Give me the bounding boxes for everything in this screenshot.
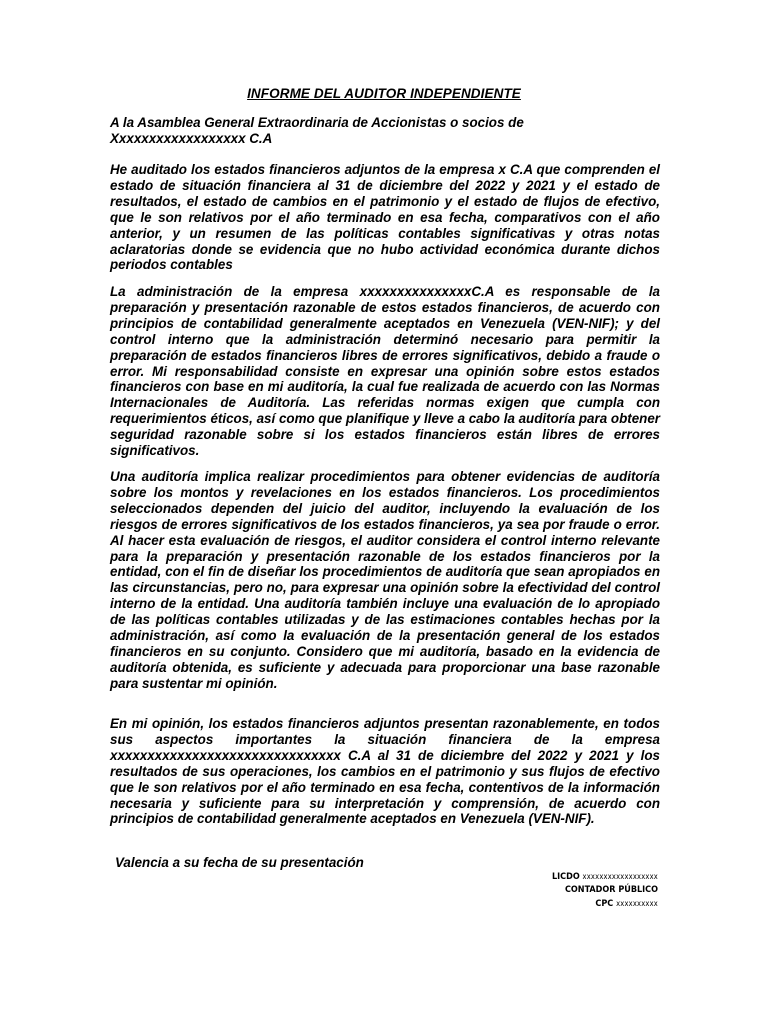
signature-cpc-row	[552, 897, 658, 911]
signature-cpc-prefix: CPC	[595, 899, 614, 909]
report-title: INFORME DEL AUDITOR INDEPENDIENTE	[247, 86, 521, 101]
paragraph-audit-procedures: Una auditoría implica realizar procedimientos para obtener evidencias de auditoría sobre los montos y revelaciones en los estados financieros. Los procedimientos seleccionados dependen del juicio del auditor, incluyendo la evaluación de los riesgos de errores significativos de los estados financieros, ya sea por fraude o error. Al hacer esta evaluación de riesgos, el auditor considera el control interno relevante para la preparación y presentación razonable de los estados financieros por la entidad, con el fin de diseñar los procedimientos de auditoría que sean apropiados en las circunstancias, pero no, para expresar una opinión sobre la efectividad del control interno de la entidad. Una auditoría también incluye una evaluación de lo apropiado de las políticas contables utilizadas y de las estimaciones contables hechas por la administración, así como la evaluación de la presentación general de los estados financieros en su conjunto. Considero que mi auditoría, basado en la evidencia de auditoría obtenida, es suficiente y adecuada para proporcionar una base razonable para sustentar mi opinión.	[110, 469, 660, 691]
paragraph-opinion: En mi opinión, los estados financieros adjuntos presentan razonablemente, en todos sus aspectos importantes la situación financiera de la empresa xxxxxxxxxxxxxxxxxxxxxxxxxxxxxxx C.A al 31 de diciembre del 2022 y 2021 y los resultados de sus operaciones, los cambios en el patrimonio y sus flujos de efectivo que le son relativos por el año terminado en esa fecha, contentivos de la información necesaria y suficiente para su interpretación y comprensión, de acuerdo con principios de contabilidad generalmente aceptados en Venezuela (VEN-NIF).	[110, 716, 660, 827]
addressee: A la Asamblea General Extraordinaria de Accionistas o socios de Xxxxxxxxxxxxxxxxxx C.A	[110, 115, 524, 146]
signature-name: xxxxxxxxxxxxxxxxxx	[582, 872, 658, 881]
closing-line: Valencia a su fecha de su presentación	[115, 855, 364, 870]
signature-name-prefix: LICDO	[552, 872, 580, 882]
signature-cpc: xxxxxxxxxx	[616, 899, 658, 908]
signature-name-row	[552, 870, 658, 884]
signature-role: CONTADOR PÚBLICO	[564, 885, 658, 895]
signature-block	[552, 870, 658, 911]
paragraph-responsibility: La administración de la empresa xxxxxxxxxxxxxxxC.A es responsable de la preparación y presentación razonable de estos estados financieros, de acuerdo con principios de contabilidad generalmente aceptados en Venezuela (VEN-NIF); y del control interno que la administración determinó necesario para permitir la preparación de estados financieros libres de errores significativos, debido a fraude o error. Mi responsabilidad consiste en expresar una opinión sobre estos estados financieros con base en mi auditoría, la cual fue realizada de acuerdo con las Normas Internacionales de Auditoría. Las referidas normas exigen que cumpla con requerimientos éticos, así como que planifique y lleve a cabo la auditoría para obtener seguridad razonable sobre si los estados financieros están libres de errores significativos.	[110, 284, 660, 459]
paragraph-scope: He auditado los estados financieros adjuntos de la empresa x C.A que comprenden el estado de situación financiera al 31 de diciembre del 2022 y 2021 y el estado de resultados, el estado de cambios en el patrimonio y el estado de flujos de efectivo, que le son relativos por el año terminado en esa fecha, comparativos con el año anterior, y un resumen de las políticas contables significativas y otras notas aclaratorias donde se evidencia que no hubo actividad económica durante dichos periodos contables	[110, 162, 660, 273]
